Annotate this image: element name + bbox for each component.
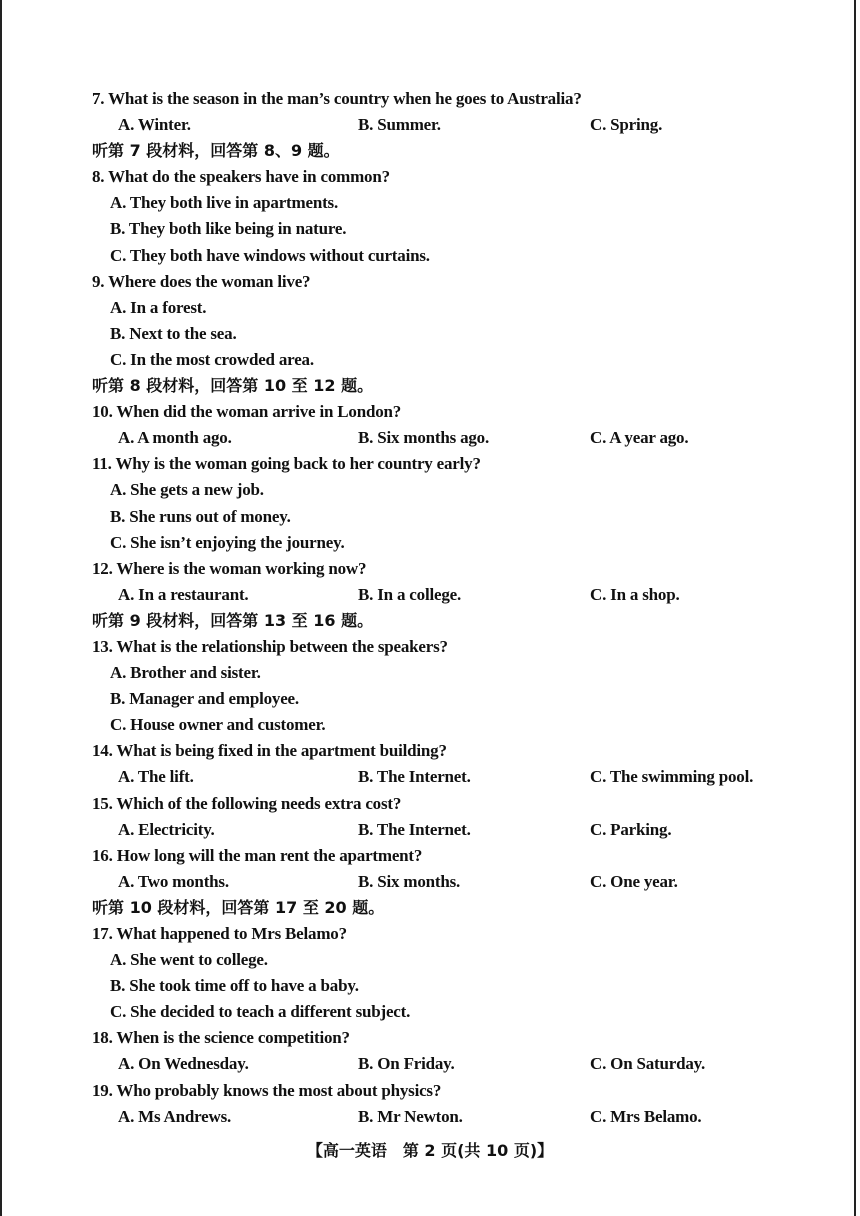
answer-option: A. In a forest.: [110, 297, 207, 317]
answer-option-row: [92, 216, 812, 242]
answer-option-a: A. Ms Andrews.: [118, 1106, 232, 1126]
answer-option: B. Manager and employee.: [110, 689, 299, 709]
section-heading: 听第 7 段材料，回答第 8、9 题。: [92, 141, 340, 161]
answer-option-row: [92, 190, 812, 216]
answer-option: B. She runs out of money.: [110, 506, 291, 526]
question-stem: 15. Which of the following needs extra cost?: [92, 793, 402, 813]
answer-option-a: A. A month ago.: [118, 428, 232, 448]
answer-option: B. They both like being in nature.: [110, 219, 347, 239]
answer-options-row: [92, 764, 812, 790]
question-stem: 9. Where does the woman live?: [92, 271, 311, 291]
answer-option-row: [92, 243, 812, 269]
answer-option-a: A. The lift.: [118, 767, 194, 787]
question-stem: 13. What is the relationship between the speakers?: [92, 636, 448, 656]
answer-option-row: [92, 347, 812, 373]
answer-option-a: A. Electricity.: [118, 819, 215, 839]
answer-option: C. She decided to teach a different subject.: [110, 1002, 411, 1022]
answer-option: B. She took time off to have a baby.: [110, 976, 359, 996]
question-stem: 18. When is the science competition?: [92, 1028, 350, 1048]
answer-option-c: C. One year.: [590, 871, 678, 891]
question-stem: 12. Where is the woman working now?: [92, 558, 367, 578]
answer-option-row: [92, 321, 812, 347]
answer-option-b: B. Mr Newton.: [358, 1106, 463, 1126]
answer-option-c: C. The swimming pool.: [590, 767, 754, 787]
answer-options-row: [92, 112, 812, 138]
answer-option: C. She isn’t enjoying the journey.: [110, 532, 345, 552]
answer-options-row: [92, 425, 812, 451]
answer-option-row: [92, 686, 812, 712]
answer-option-b: B. Summer.: [358, 115, 441, 135]
answer-option-c: C. On Saturday.: [590, 1054, 706, 1074]
answer-option: A. Brother and sister.: [110, 663, 261, 683]
answer-option-c: C. Mrs Belamo.: [590, 1106, 702, 1126]
answer-option-row: [92, 973, 812, 999]
question-stem: 10. When did the woman arrive in London?: [92, 402, 402, 422]
answer-option-c: C. A year ago.: [590, 428, 689, 448]
page-footer: 【高一英语 第 2 页(共 10 页)】: [306, 1141, 554, 1160]
answer-option: C. House owner and customer.: [110, 715, 326, 735]
answer-option-row: [92, 947, 812, 973]
section-heading: 听第 9 段材料，回答第 13 至 16 题。: [92, 610, 374, 630]
answer-option-b: B. In a college.: [358, 584, 462, 604]
question-list: [92, 86, 812, 1130]
answer-options-row: [92, 1104, 812, 1130]
answer-option: A. She gets a new job.: [110, 480, 264, 500]
answer-option: B. Next to the sea.: [110, 323, 237, 343]
answer-options-row: [92, 817, 812, 843]
answer-option-b: B. Six months ago.: [358, 428, 490, 448]
answer-option-a: A. In a restaurant.: [118, 584, 249, 604]
answer-options-row: [92, 1051, 812, 1077]
answer-option-a: A. Winter.: [118, 115, 191, 135]
answer-option-row: [92, 504, 812, 530]
question-stem: 16. How long will the man rent the apartment?: [92, 845, 423, 865]
answer-option: A. They both live in apartments.: [110, 193, 338, 213]
answer-option-b: B. On Friday.: [358, 1054, 455, 1074]
answer-option-row: [92, 295, 812, 321]
answer-option: A. She went to college.: [110, 950, 268, 970]
answer-option: C. They both have windows without curtains.: [110, 245, 430, 265]
answer-option-b: B. The Internet.: [358, 767, 471, 787]
question-stem: 14. What is being fixed in the apartment building?: [92, 741, 447, 761]
question-stem: 17. What happened to Mrs Belamo?: [92, 924, 347, 943]
answer-option-c: C. Parking.: [590, 819, 672, 839]
question-stem: 7. What is the season in the man’s country when he goes to Australia?: [92, 89, 582, 108]
answer-options-row: [92, 582, 812, 608]
answer-option-row: [92, 530, 812, 556]
answer-option-a: A. Two months.: [118, 871, 229, 891]
answer-option-c: C. Spring.: [590, 115, 663, 135]
answer-option-c: C. In a shop.: [590, 584, 680, 604]
answer-option-row: [92, 712, 812, 738]
answer-option-b: B. The Internet.: [358, 819, 471, 839]
answer-option: C. In the most crowded area.: [110, 349, 314, 369]
answer-option-b: B. Six months.: [358, 871, 461, 891]
answer-options-row: [92, 869, 812, 895]
answer-option-row: [92, 660, 812, 686]
section-heading: 听第 10 段材料，回答第 17 至 20 题。: [92, 897, 385, 917]
answer-option-row: [92, 999, 812, 1025]
section-heading: 听第 8 段材料，回答第 10 至 12 题。: [92, 376, 374, 396]
answer-option-row: [92, 477, 812, 503]
answer-option-a: A. On Wednesday.: [118, 1054, 249, 1074]
question-stem: 11. Why is the woman going back to her country early?: [92, 454, 481, 474]
question-stem: 8. What do the speakers have in common?: [92, 167, 390, 187]
question-stem: 19. Who probably knows the most about physics?: [92, 1080, 442, 1100]
